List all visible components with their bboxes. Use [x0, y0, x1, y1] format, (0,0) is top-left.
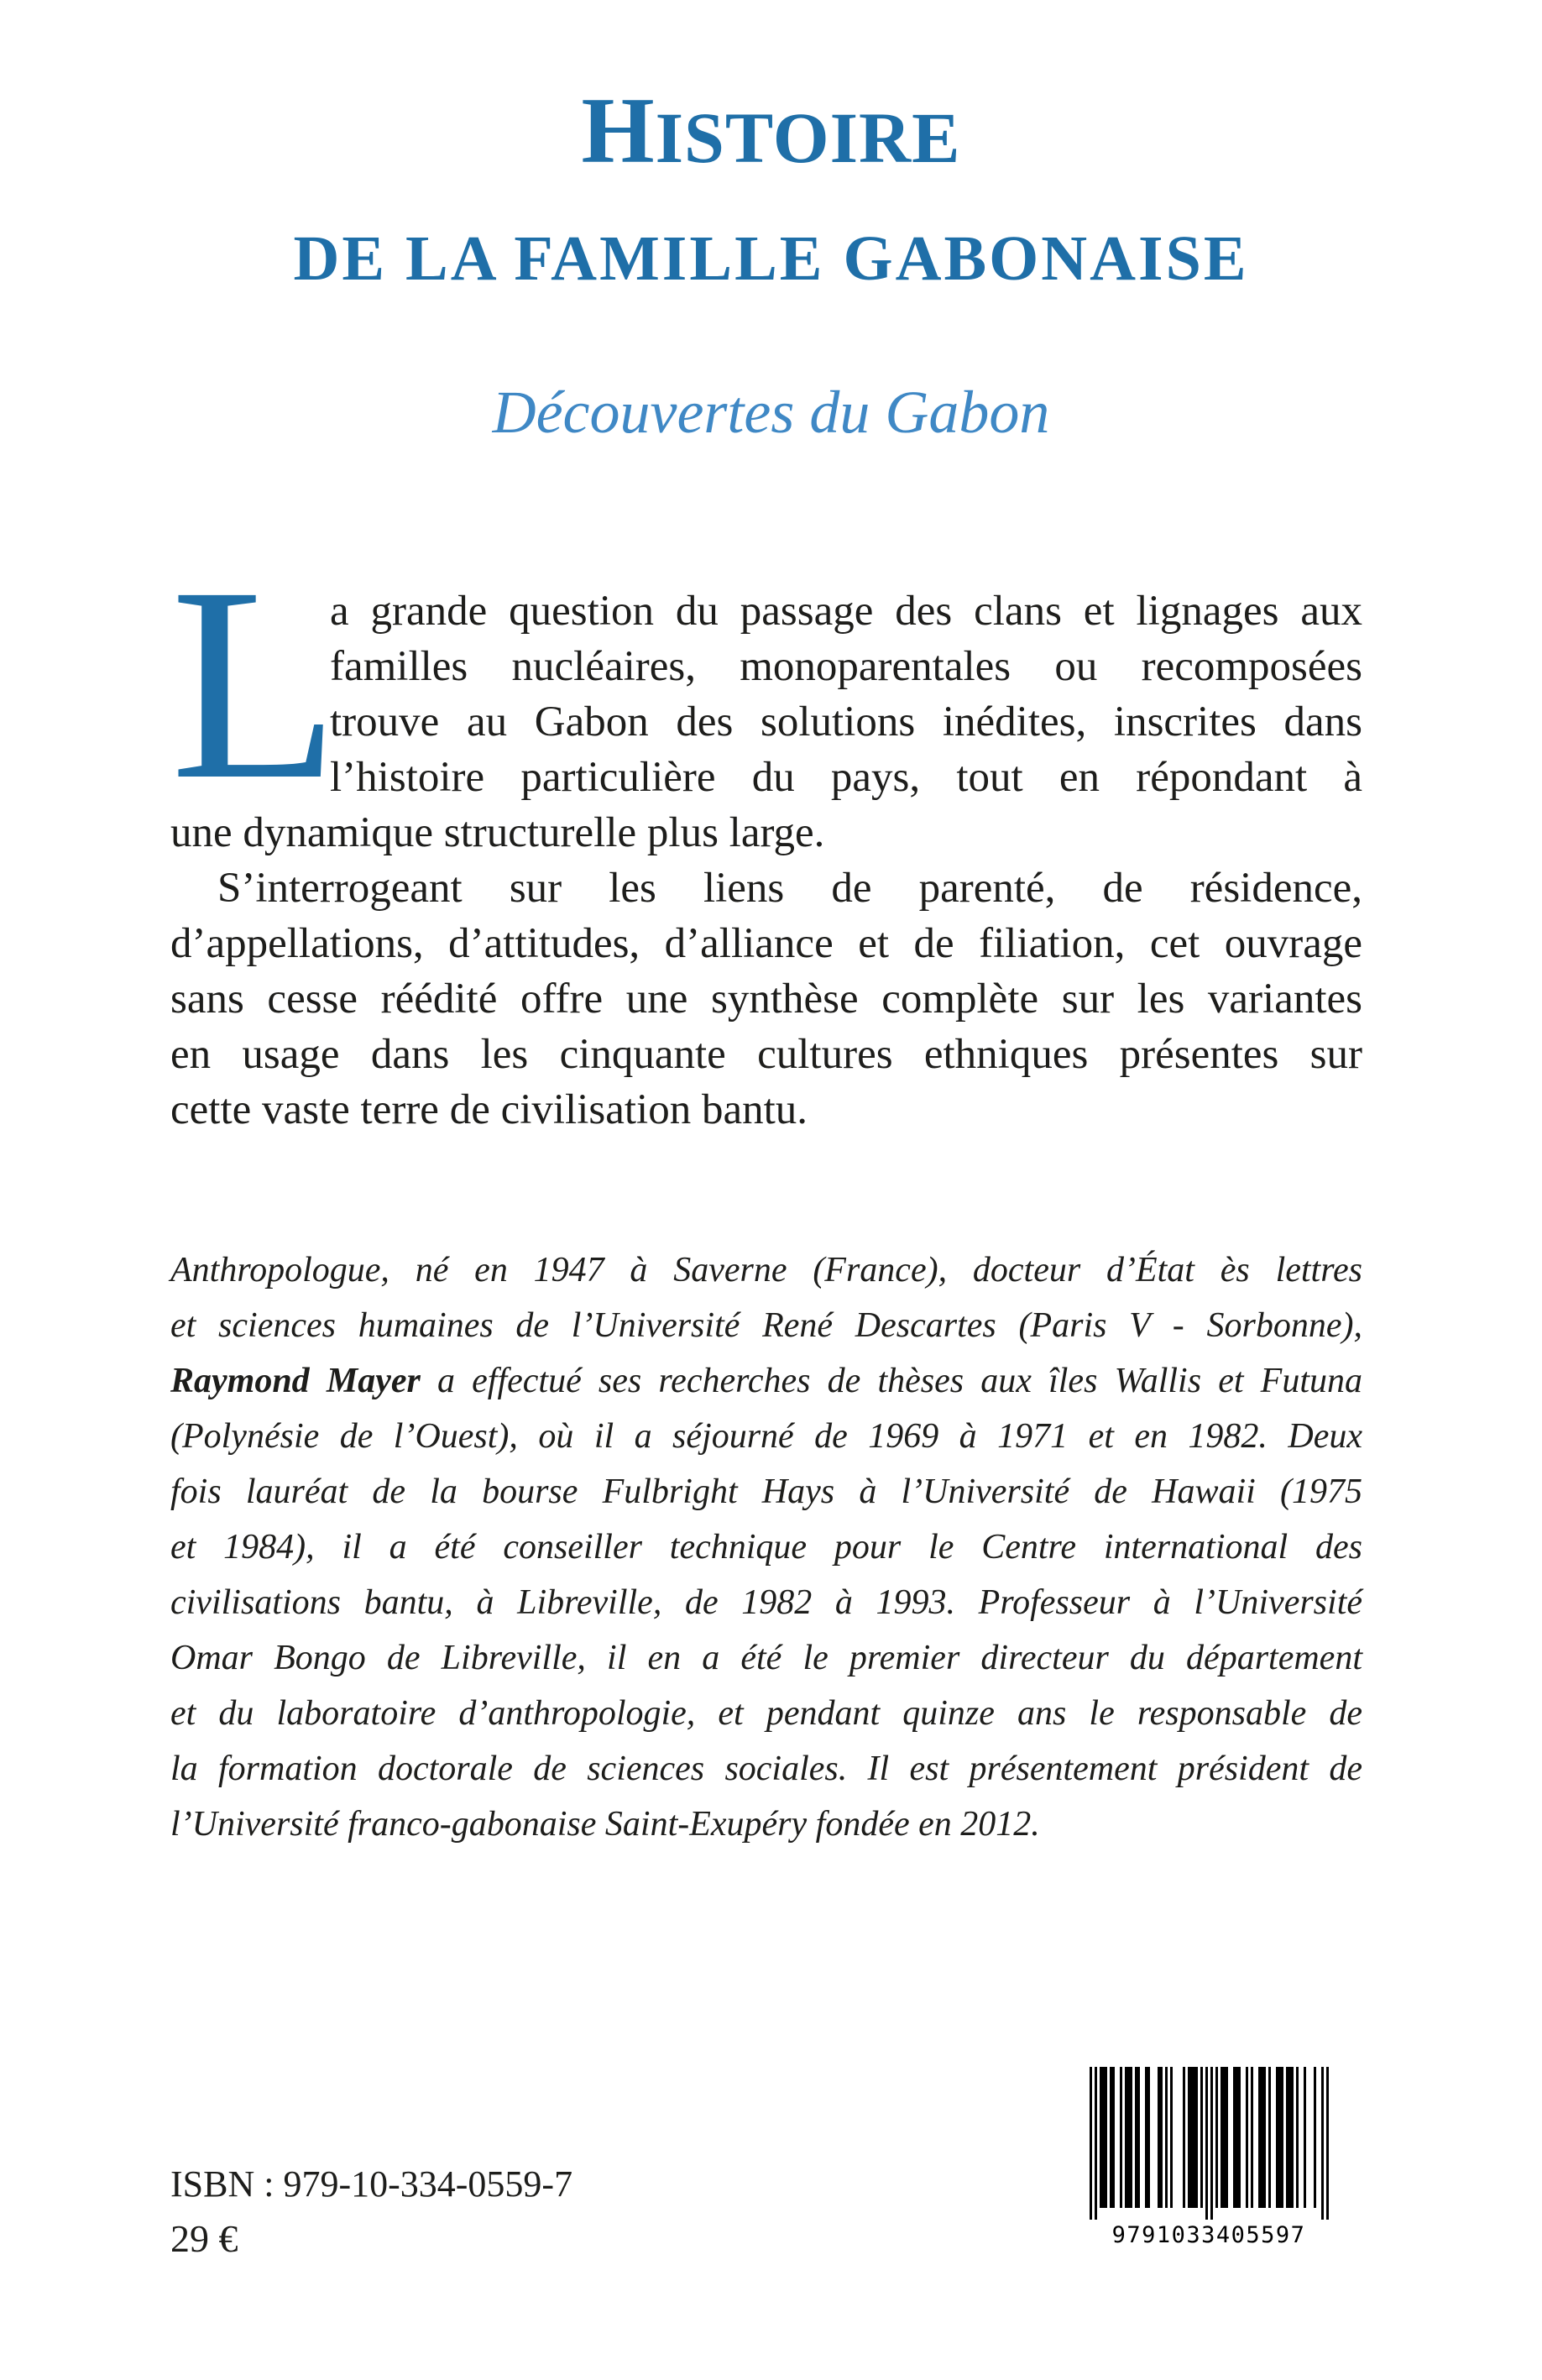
barcode-bar [1120, 2067, 1122, 2208]
barcode-bar [1261, 2067, 1263, 2208]
author-name: Raymond Mayer [170, 1362, 421, 1400]
barcode-bar [1314, 2067, 1316, 2208]
barcode-bar [1170, 2067, 1173, 2208]
barcode-bar [1125, 2067, 1127, 2208]
paragraph-line: en usage dans les cinquante cultures ethniques présentes sur [170, 1031, 1362, 1078]
barcode-bar [1160, 2067, 1163, 2208]
barcode [1056, 2062, 1362, 2249]
title-initial: H [581, 79, 656, 183]
barcode-bar [1268, 2067, 1271, 2208]
book-title [0, 79, 1542, 183]
barcode-bar [1226, 2067, 1228, 2208]
barcode-bar [1145, 2067, 1147, 2208]
barcode-digits: 9791033405597 [1111, 2222, 1306, 2248]
barcode-bar [1326, 2067, 1329, 2220]
intro-paragraph [330, 583, 1362, 805]
barcode-bar [1200, 2067, 1203, 2208]
barcode-bar [1263, 2067, 1266, 2208]
barcode-bar [1147, 2067, 1150, 2208]
barcode-image [1056, 2062, 1362, 2249]
bio-line: Raymond Mayer a effectué ses recherches de thèses aux îles Wallis et Futuna [170, 1362, 1363, 1400]
barcode-bar [1281, 2067, 1283, 2208]
intro-line: trouve au Gabon des solutions inédites, inscrites dans [330, 698, 1362, 745]
barcode-bar [1165, 2067, 1168, 2208]
barcode-bar [1183, 2067, 1185, 2208]
intro-line: familles nucléaires, monoparentales ou recomposées [330, 643, 1362, 690]
intro-paragraph-end [170, 805, 1362, 860]
book-subtitle: DE LA FAMILLE GABONAISE [293, 223, 1249, 294]
drop-cap: L [170, 531, 340, 837]
barcode-bar [1193, 2067, 1195, 2208]
intro-line: une dynamique structurelle plus large. [170, 809, 825, 856]
bio-line: l’Université franco-gabonaise Saint-Exupéry fondée en 2012. [170, 1805, 1040, 1844]
barcode-bar [1100, 2067, 1102, 2208]
bio-line: fois lauréat de la bourse Fulbright Hays à l’Université de Hawaii (1975 [170, 1472, 1362, 1511]
paragraph-line: S’interrogeant sur les liens de parenté, de résidence, [217, 865, 1362, 912]
paragraph-line: d’appellations, d’attitudes, d’alliance et de filiation, cet ouvrage [170, 920, 1362, 967]
bio-line: la formation doctorale de sciences sociales. Il est présentement président de [170, 1750, 1362, 1788]
author-biography [170, 1248, 1362, 1858]
barcode-bar [1195, 2067, 1198, 2208]
barcode-bar [1321, 2067, 1324, 2220]
paragraph-line: cette vaste terre de civilisation bantu. [170, 1086, 808, 1133]
barcode-bar [1286, 2067, 1288, 2208]
intro-line: l’histoire particulière du pays, tout en répondant à [330, 754, 1362, 801]
barcode-bar [1278, 2067, 1281, 2208]
barcode-bar [1137, 2067, 1140, 2208]
barcode-bar [1246, 2067, 1248, 2208]
barcode-bar [1221, 2067, 1223, 2208]
barcode-bar [1127, 2067, 1130, 2208]
bio-line: (Polynésie de l’Ouest), où il a séjourné de 1969 à 1971 et en 1982. Deux [170, 1417, 1362, 1456]
barcode-bar [1102, 2067, 1105, 2208]
barcode-bar [1288, 2067, 1291, 2208]
bio-line: et du laboratoire d’anthropologie, et pendant quinze ans le responsable de [170, 1694, 1362, 1733]
barcode-bar [1110, 2067, 1112, 2208]
barcode-bar [1188, 2067, 1190, 2208]
barcode-bar [1251, 2067, 1253, 2208]
barcode-bar [1258, 2067, 1261, 2208]
intro-line: a grande question du passage des clans et lignages aux [330, 588, 1362, 635]
barcode-bar [1236, 2067, 1238, 2208]
bio-line: civilisations bantu, à Libreville, de 1982 à 1993. Professeur à l’Université [170, 1583, 1362, 1622]
barcode-bar [1158, 2067, 1160, 2208]
barcode-bar [1215, 2067, 1218, 2208]
second-paragraph [170, 860, 1362, 1138]
barcode-bar [1095, 2067, 1097, 2220]
barcode-bar [1291, 2067, 1294, 2208]
price: 29 € [170, 2217, 238, 2260]
barcode-bar [1105, 2067, 1107, 2208]
barcode-bar [1112, 2067, 1115, 2208]
bio-line: Omar Bongo de Libreville, il en a été le premier directeur du département [170, 1639, 1362, 1677]
barcode-bar [1130, 2067, 1132, 2208]
bio-line: et 1984), il a été conseiller technique pour le Centre international des [170, 1528, 1362, 1567]
barcode-bar [1304, 2067, 1306, 2208]
paragraph-line: sans cesse réédité offre une synthèse complète sur les variantes [170, 976, 1362, 1023]
title-rest: ISTOIRE [655, 97, 961, 178]
barcode-bar [1210, 2067, 1213, 2220]
barcode-bar [1276, 2067, 1278, 2208]
barcode-bar [1135, 2067, 1137, 2208]
barcode-bar [1090, 2067, 1092, 2220]
barcode-bar [1296, 2067, 1299, 2208]
bio-line: Anthropologue, né en 1947 à Saverne (France), docteur d’État ès lettres [170, 1251, 1362, 1289]
barcode-bar [1190, 2067, 1193, 2208]
series-name: Découvertes du Gabon [492, 379, 1050, 446]
barcode-bar [1233, 2067, 1236, 2208]
barcode-bar [1238, 2067, 1241, 2208]
bio-line: et sciences humaines de l’Université René Descartes (Paris V - Sorbonne), [170, 1306, 1362, 1345]
isbn: ISBN : 979-10-334-0559-7 [170, 2163, 573, 2205]
barcode-bar [1223, 2067, 1226, 2208]
barcode-bar [1205, 2067, 1208, 2220]
